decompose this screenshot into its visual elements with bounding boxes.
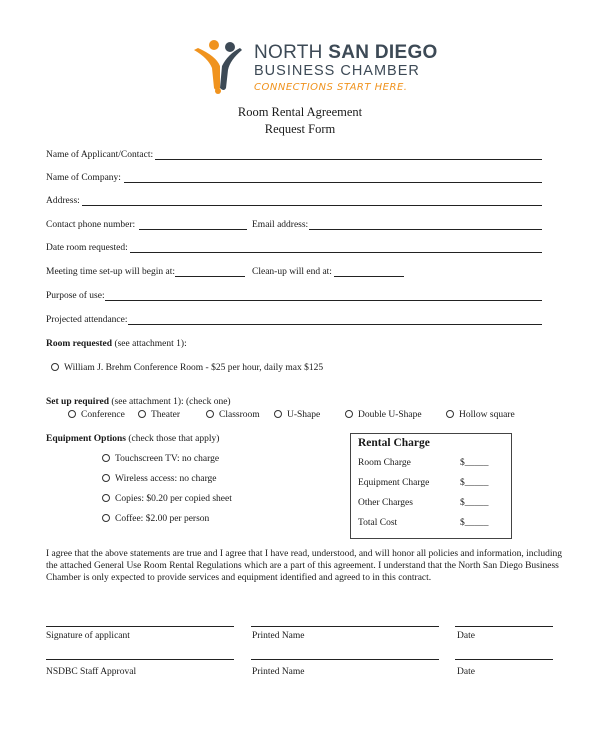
printed-name-line-2[interactable]	[251, 659, 439, 660]
cleanup-field[interactable]	[334, 276, 404, 277]
setup-option-conference[interactable]	[68, 410, 125, 420]
setup-note: (see attachment 1): (check one)	[111, 397, 231, 407]
purpose-field[interactable]	[105, 300, 542, 301]
phone-field[interactable]	[139, 229, 247, 230]
setup-option-double-u-shape[interactable]	[345, 410, 422, 420]
company-field[interactable]	[124, 182, 542, 183]
date-label-2: Date	[457, 667, 475, 677]
setup-radio[interactable]	[274, 410, 282, 418]
agreement-line-1: I agree that the above statements are true and I agree that I have read, understood, and will honor all policies and information, including	[46, 549, 562, 559]
printed-name-label-2: Printed Name	[252, 667, 305, 677]
attendance-label: Projected attendance:	[46, 315, 128, 325]
date-requested-field[interactable]	[130, 252, 542, 253]
equipment-option-wireless[interactable]	[102, 474, 217, 484]
setup-option-label: Hollow square	[459, 410, 515, 420]
room-option-radio[interactable]	[51, 363, 59, 371]
equipment-option-copies[interactable]	[102, 494, 232, 504]
room-option[interactable]	[51, 363, 323, 373]
room-charge-value[interactable]: $_____	[460, 458, 489, 468]
room-requested-heading	[46, 339, 187, 349]
other-charges-value[interactable]: $_____	[460, 498, 489, 508]
room-charge-label: Room Charge	[358, 458, 411, 468]
setup-option-theater[interactable]	[138, 410, 180, 420]
email-label: Email address:	[252, 220, 309, 230]
equipment-checkbox[interactable]	[102, 454, 110, 462]
phone-label: Contact phone number:	[46, 220, 136, 230]
logo-business-chamber: BUSINESS CHAMBER	[254, 63, 420, 79]
setup-option-label: Conference	[81, 410, 125, 420]
purpose-label: Purpose of use:	[46, 291, 105, 301]
setup-radio[interactable]	[206, 410, 214, 418]
equipment-charge-label: Equipment Charge	[358, 478, 430, 488]
room-requested-note: (see attachment 1):	[114, 339, 187, 349]
signature-applicant-label: Signature of applicant	[46, 631, 130, 641]
logo-north: NORTH	[254, 42, 329, 63]
equipment-checkbox[interactable]	[102, 514, 110, 522]
date-line-1[interactable]	[455, 626, 553, 627]
equipment-option-label: Wireless access: no charge	[115, 474, 217, 484]
other-charges-label: Other Charges	[358, 498, 413, 508]
setup-option-label: Classroom	[219, 410, 260, 420]
equipment-charge-value[interactable]: $_____	[460, 478, 489, 488]
equipment-checkbox[interactable]	[102, 494, 110, 502]
rental-charge-box	[350, 433, 512, 539]
total-cost-label: Total Cost	[358, 518, 398, 528]
staff-approval-label: NSDBC Staff Approval	[46, 667, 137, 677]
equipment-option-coffee[interactable]	[102, 514, 209, 524]
meeting-time-label: Meeting time set-up will begin at:	[46, 267, 176, 277]
logo-san-diego: SAN DIEGO	[328, 42, 438, 63]
form-title: Room Rental Agreement	[237, 105, 363, 119]
date-line-2[interactable]	[455, 659, 553, 660]
setup-option-label: Theater	[151, 410, 181, 420]
applicant-field[interactable]	[155, 159, 542, 160]
setup-option-classroom[interactable]	[206, 410, 260, 420]
setup-radio[interactable]	[446, 410, 454, 418]
attendance-field[interactable]	[128, 324, 542, 325]
setup-radio[interactable]	[345, 410, 353, 418]
setup-radio[interactable]	[68, 410, 76, 418]
setup-heading	[46, 397, 231, 407]
equipment-option-tv[interactable]	[102, 454, 219, 464]
agreement-line-2: the attached General Use Room Rental Regulations which are a part of this agreement. I understand that the North San Diego Business	[46, 561, 559, 571]
people-logo-icon	[190, 38, 252, 96]
company-label: Name of Company:	[46, 173, 121, 183]
setup-option-hollow-square[interactable]	[446, 410, 515, 420]
equipment-label: Equipment Options	[46, 434, 126, 444]
equipment-checkbox[interactable]	[102, 474, 110, 482]
equipment-option-label: Copies: $0.20 per copied sheet	[115, 494, 232, 504]
setup-option-label: U-Shape	[287, 410, 321, 420]
setup-radio[interactable]	[138, 410, 146, 418]
printed-name-label-1: Printed Name	[252, 631, 305, 641]
address-label: Address:	[46, 196, 80, 206]
equipment-note: (check those that apply)	[128, 434, 220, 444]
date-label-1: Date	[457, 631, 475, 641]
logo-tagline: CONNECTIONS START HERE.	[254, 82, 408, 93]
address-field[interactable]	[82, 205, 542, 206]
total-cost-value[interactable]: $_____	[460, 518, 489, 528]
room-requested-label: Room requested	[46, 339, 113, 349]
equipment-option-label: Coffee: $2.00 per person	[115, 514, 210, 524]
setup-option-label: Double U-Shape	[358, 410, 422, 420]
email-field[interactable]	[309, 229, 542, 230]
room-option-label: William J. Brehm Conference Room - $25 per hour, daily max $125	[64, 363, 324, 373]
applicant-label: Name of Applicant/Contact:	[46, 150, 154, 160]
cleanup-label: Clean-up will end at:	[252, 267, 332, 277]
agreement-line-3: Chamber is only expected to provide services and equipment identified and agreed to in this contract.	[46, 573, 432, 583]
equipment-heading	[46, 434, 219, 444]
setup-option-u-shape[interactable]	[274, 410, 320, 420]
signature-applicant-line[interactable]	[46, 626, 234, 627]
staff-approval-line[interactable]	[46, 659, 234, 660]
form-subtitle: Request Form	[264, 122, 336, 136]
date-requested-label: Date room requested:	[46, 243, 128, 253]
chamber-logo	[190, 38, 438, 98]
meeting-time-field[interactable]	[175, 276, 245, 277]
printed-name-line-1[interactable]	[251, 626, 439, 627]
equipment-option-label: Touchscreen TV: no charge	[115, 454, 220, 464]
rental-charge-title: Rental Charge	[358, 437, 430, 449]
setup-label: Set up required	[46, 397, 109, 407]
